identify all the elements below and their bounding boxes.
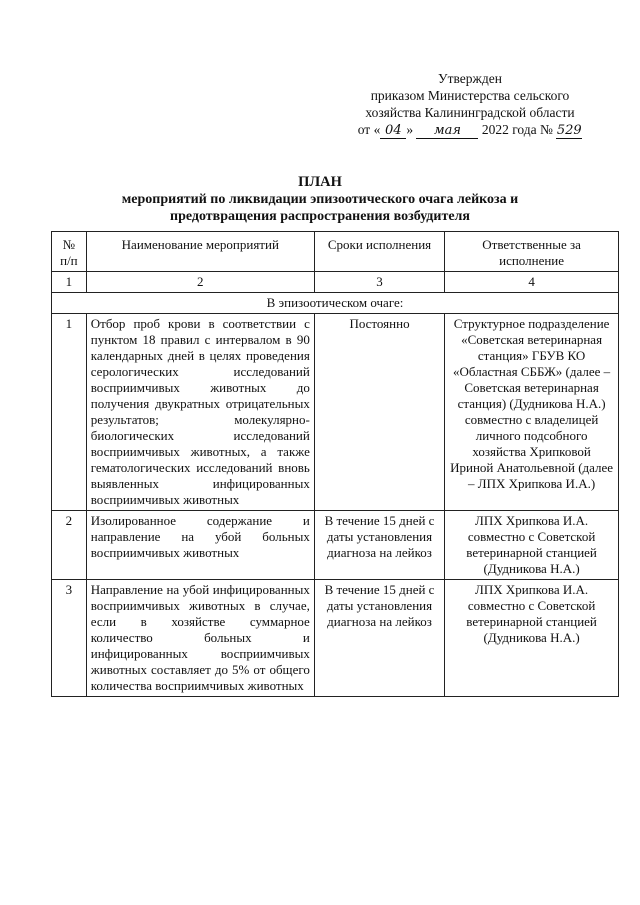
approval-line-order: приказом Министерства сельского [370,88,570,103]
row-responsible: ЛПХ Хрипкова И.А. совместно с Советской ветеринарной станцией (Дудникова Н.А.) [445,511,619,580]
header-num: № п/п [52,232,87,272]
row-term: В течение 15 дней с даты установления диагноза на лейкоз [314,511,444,580]
date-year-text: 2022 года № [481,122,553,137]
row-term: В течение 15 дней с даты установления диагноза на лейкоз [314,580,444,697]
column-number-2: 2 [86,272,314,293]
row-responsible: ЛПХ Хрипкова И.А. совместно с Советской ветеринарной станцией (Дудникова Н.А.) [445,580,619,697]
table-row [52,511,619,580]
approval-block [340,70,600,139]
row-num: 3 [52,580,87,697]
handwritten-month: мая [416,124,478,139]
section-heading: В эпизоотическом очаге: [52,293,619,314]
header-name: Наименование мероприятий [86,232,314,272]
approval-line-ministry: хозяйства Калининградской области [365,105,575,120]
date-mid: » [406,122,414,137]
row-num: 1 [52,314,87,511]
approval-date-line [340,121,600,139]
row-num: 2 [52,511,87,580]
handwritten-order-number: 529 [556,123,582,138]
row-measure: Изолированное содержание и направление на убой больных восприимчивых животных [86,511,314,580]
row-measure: Отбор проб крови в соответствии с пунктом 18 правил с интервалом в 90 календарных дней в целях проведения серологических исследований восприимчивых животных до получения двукратных отрицательных результатов; молекулярно-биологических исследований восприимчивых животных, а также гематологических исследований вновь выявленных инфицированных восприимчивых животных [86,314,314,511]
column-number-4: 4 [445,272,619,293]
section-row [52,293,619,314]
header-term: Сроки исполнения [314,232,444,272]
table-header-row [52,232,619,272]
date-prefix: от « [357,122,381,137]
approval-line-approved: Утвержден [438,71,502,86]
title-plan: ПЛАН [298,174,342,190]
title-subtitle-line1: мероприятий по ликвидации эпизоотического очага лейкоза и [121,192,519,207]
row-term: Постоянно [314,314,444,511]
table-row [52,314,619,511]
title-subtitle-line2: предотвращения распространения возбудителя [170,209,470,224]
row-responsible: Структурное подразделение «Советская ветеринарная станция» ГБУВ КО «Областная СББЖ» (далее – Советская ветеринарная станция) (Дудникова Н.А.) совместно с владелицей личного подсобного хозяйства Хрипковой Ириной Анатольевной (далее – ЛПХ Хрипкова И.А.) [445,314,619,511]
column-numbers-row [52,272,619,293]
column-number-3: 3 [314,272,444,293]
header-responsible: Ответственные за исполнение [445,232,619,272]
table-row [52,580,619,697]
column-number-1: 1 [52,272,87,293]
plan-table [51,231,619,697]
document-title [60,174,580,225]
row-measure: Направление на убой инфицированных восприимчивых животных в случае, если в хозяйстве суммарное количество больных и инфицированных восприимчивых животных составляет до 5% от общего количества восприимчивых животных [86,580,314,697]
handwritten-day: 04 [380,124,406,139]
